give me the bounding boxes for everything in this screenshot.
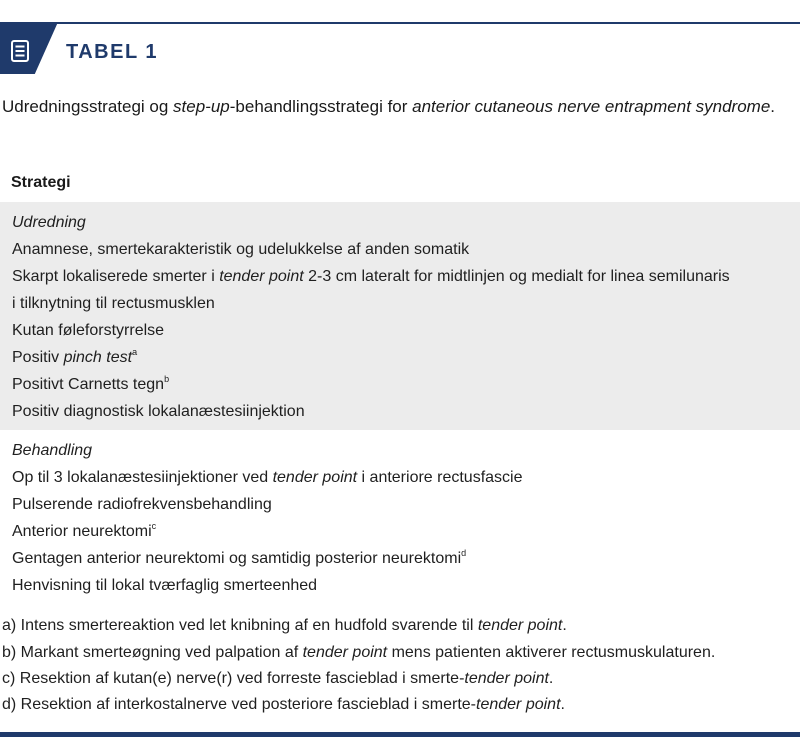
table-badge — [0, 22, 58, 74]
footnote-a: a) Intens smertereaktion ved let knibning af en hudfold svarende til tender point. — [2, 617, 567, 634]
column-header-row — [0, 168, 800, 202]
bottom-rule — [0, 732, 800, 737]
list-item: Pulserende radiofrekvensbehandling — [12, 496, 272, 513]
table-label: TABEL 1 — [66, 41, 158, 63]
list-item: Positiv pinch test$^a$ — [12, 347, 138, 366]
footnotes — [0, 608, 800, 730]
section-behandling — [0, 430, 800, 602]
list-item: Anamnese, smertekarakteristik og udelukkelse af anden somatik — [12, 241, 470, 258]
column-header-strategi: Strategi — [11, 174, 71, 191]
list-item: Positiv diagnostisk lokalanæstesiinjektion — [12, 403, 305, 420]
list-item: Anterior neurektomi$^c$ — [12, 521, 157, 540]
list-item: Op til 3 lokalanæstesiinjektioner ved tender point i anteriore rectusfascie — [12, 469, 523, 486]
footnote-c: c) Resektion af kutan(e) nerve(r) ved forreste fascieblad i smerte-tender point. — [2, 670, 554, 687]
footnote-d: d) Resektion af interkostalnerve ved posteriore fascieblad i smerte-tender point. — [2, 696, 565, 713]
top-rule — [0, 22, 800, 24]
footnote-b: b) Markant smerteøgning ved palpation af tender point mens patienten aktiverer rectusmuskulaturen. — [2, 644, 716, 661]
list-item: Skarpt lokaliserede smerter i tender point 2-3 cm lateralt for midtlinjen og medialt for linea semilunaris — [12, 268, 730, 285]
list-item: Gentagen anterior neurektomi og samtidig posterior neurektomi$^d$ — [12, 548, 467, 567]
list-item: Kutan føleforstyrrelse — [12, 322, 165, 339]
section-udredning — [0, 202, 800, 430]
list-item: Henvisning til lokal tværfaglig smerteenhed — [12, 577, 318, 594]
list-item: Positivt Carnetts tegn$^b$ — [12, 374, 170, 393]
list-item: i tilknytning til rectusmusklen — [12, 295, 215, 312]
document-list-icon — [11, 40, 29, 62]
table-caption: Udredningsstrategi og step-up-behandlingsstrategi for anterior cutaneous nerve entrapment syndrome. — [2, 97, 776, 116]
section-heading-behandling: Behandling — [12, 442, 93, 459]
section-heading-udredning: Udredning — [12, 214, 86, 231]
